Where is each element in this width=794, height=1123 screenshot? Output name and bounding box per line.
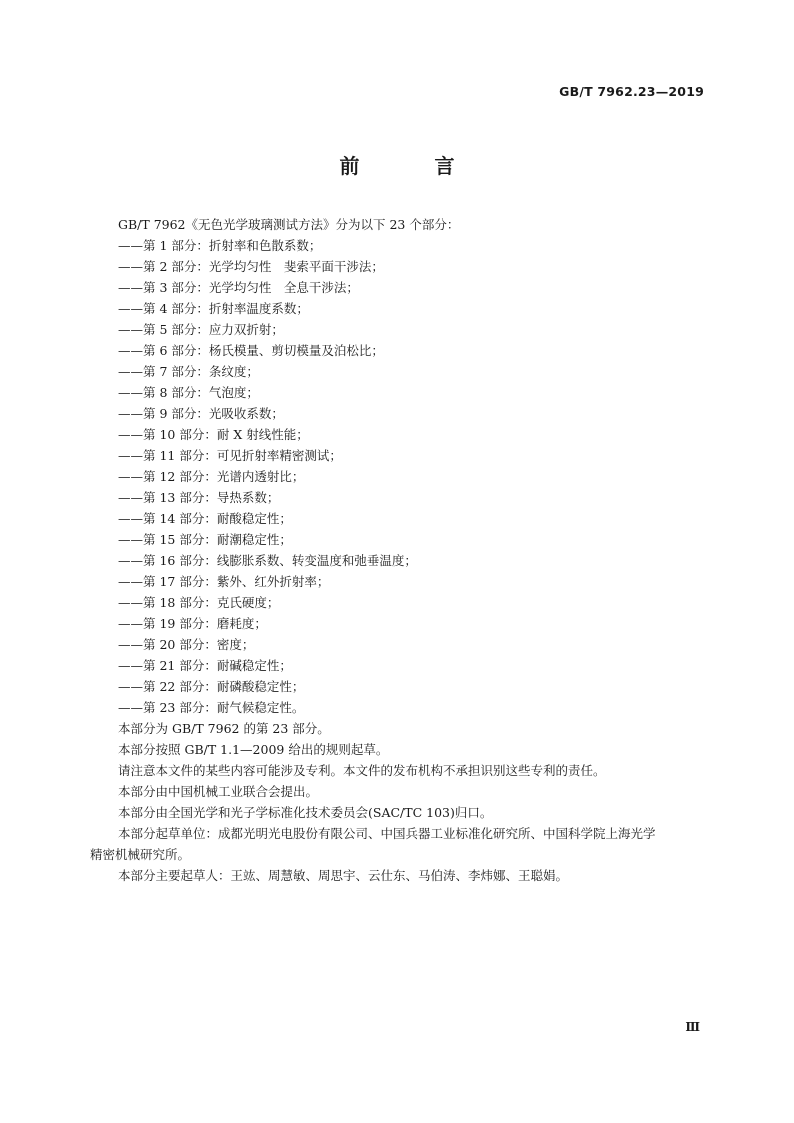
list-item: ——第 22 部分：耐磷酸稳定性；	[118, 679, 305, 694]
proposer-statement: 本部分由中国机械工业联合会提出。	[118, 784, 319, 799]
parts-list	[90, 235, 708, 718]
list-item: ——第 13 部分：导热系数；	[118, 490, 280, 505]
list-item: ——第 2 部分：光学均匀性 斐索平面干涉法；	[118, 259, 384, 274]
list-item: ——第 3 部分：光学均匀性 全息干涉法；	[118, 280, 359, 295]
drafting-units-line1: 本部分起草单位：成都光明光电股份有限公司、中国兵器工业标准化研究所、中国科学院上海光学	[118, 826, 656, 841]
list-item: ——第 11 部分：可见折射率精密测试；	[118, 448, 342, 463]
list-item: ——第 4 部分：折射率温度系数；	[118, 301, 309, 316]
page-number: Ⅲ	[685, 1020, 700, 1034]
document-body	[90, 214, 708, 886]
intro-paragraph: GB/T 7962《无色光学玻璃测试方法》分为以下 23 个部分：	[118, 217, 460, 232]
list-item: ——第 20 部分：密度；	[118, 637, 255, 652]
list-item: ——第 8 部分：气泡度；	[118, 385, 259, 400]
list-item: ——第 6 部分：杨氏模量、剪切模量及泊松比；	[118, 343, 384, 358]
list-item: ——第 21 部分：耐碱稳定性；	[118, 658, 292, 673]
list-item: ——第 16 部分：线膨胀系数、转变温度和弛垂温度；	[118, 553, 417, 568]
list-item: ——第 12 部分：光谱内透射比；	[118, 469, 305, 484]
drafting-units-line2: 精密机械研究所。	[90, 847, 191, 862]
list-item: ——第 7 部分：条纹度；	[118, 364, 259, 379]
standard-code: GB/T 7962.23—2019	[559, 84, 704, 99]
list-item: ——第 17 部分：紫外、红外折射率；	[118, 574, 330, 589]
committee-statement: 本部分由全国光学和光子学标准化技术委员会(SAC/TC 103)归口。	[118, 805, 493, 820]
drafting-rules-statement: 本部分按照 GB/T 1.1—2009 给出的规则起草。	[118, 742, 389, 757]
list-item: ——第 14 部分：耐酸稳定性；	[118, 511, 292, 526]
list-item: ——第 10 部分：耐 X 射线性能；	[118, 427, 309, 442]
list-item: ——第 5 部分：应力双折射；	[118, 322, 284, 337]
patent-notice: 请注意本文件的某些内容可能涉及专利。本文件的发布机构不承担识别这些专利的责任。	[118, 763, 606, 778]
list-item: ——第 19 部分：磨耗度；	[118, 616, 267, 631]
list-item: ——第 9 部分：光吸收系数；	[118, 406, 284, 421]
drafters-statement: 本部分主要起草人：王竑、周慧敏、周思宇、云仕东、马伯涛、李炜娜、王聪娟。	[118, 868, 569, 883]
list-item: ——第 15 部分：耐潮稳定性；	[118, 532, 292, 547]
list-item: ——第 18 部分：克氏硬度；	[118, 595, 280, 610]
list-item: ——第 1 部分：折射率和色散系数；	[118, 238, 322, 253]
list-item: ——第 23 部分：耐气候稳定性。	[118, 700, 305, 715]
part-statement: 本部分为 GB/T 7962 的第 23 部分。	[118, 721, 330, 736]
page-title: 前 言	[339, 154, 489, 178]
